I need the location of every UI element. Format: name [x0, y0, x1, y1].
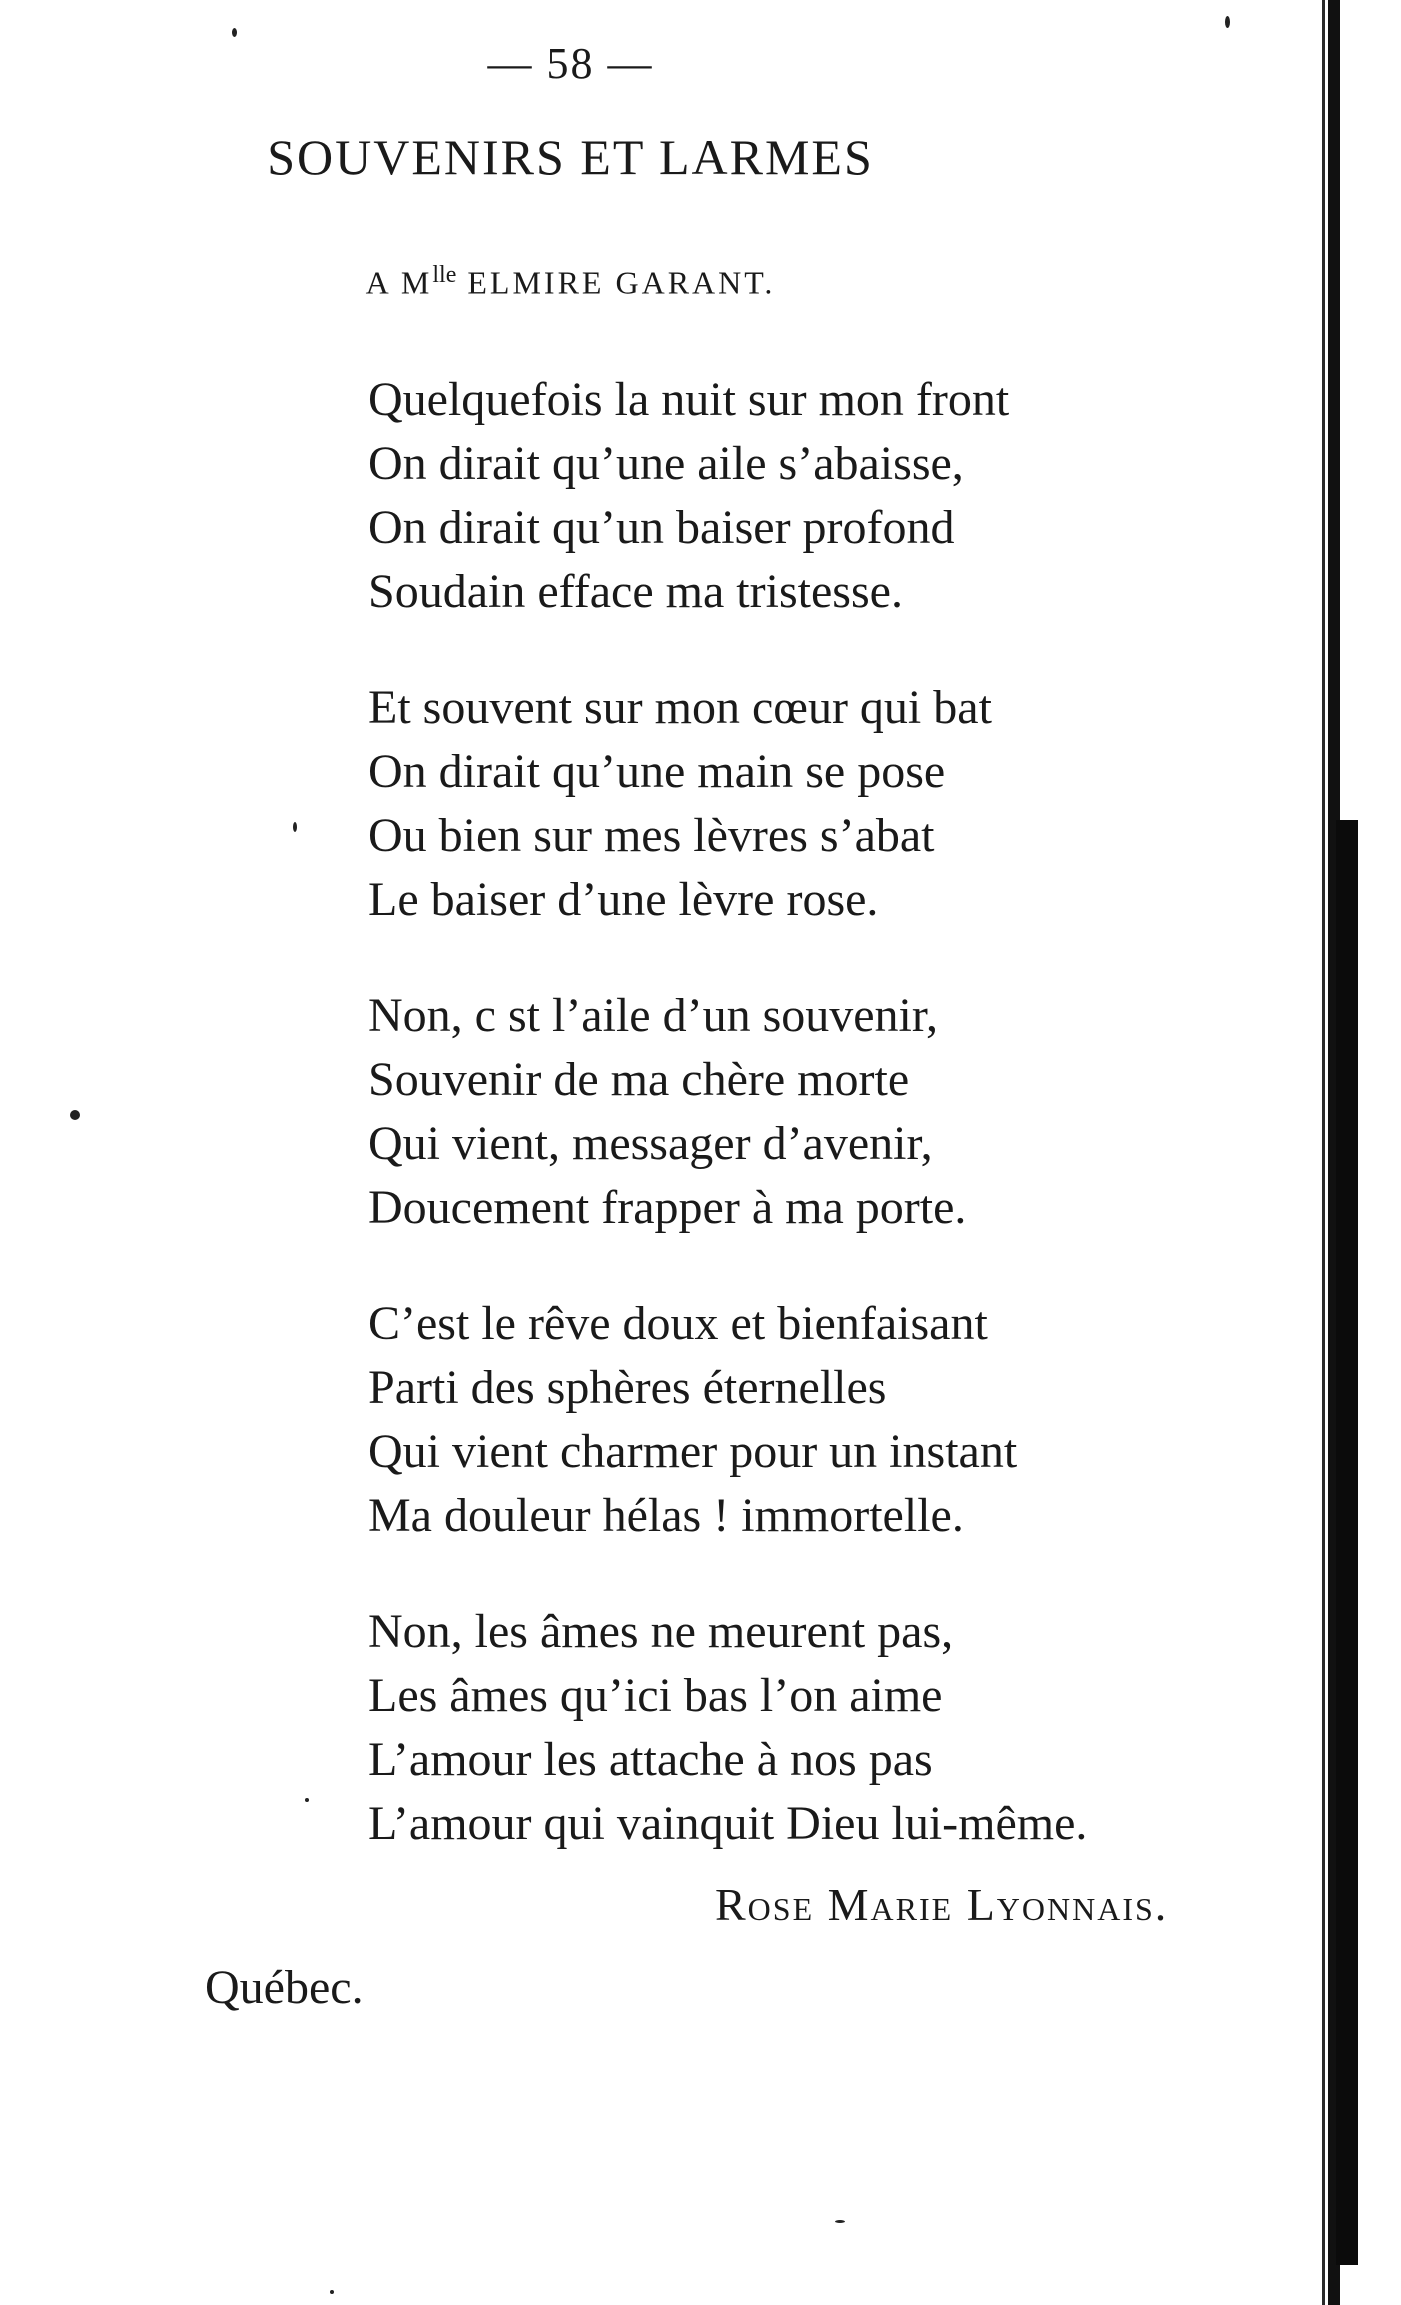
poem-line: Quelquefois la nuit sur mon front [368, 373, 1010, 426]
scan-speck [835, 2220, 845, 2223]
poem-line: On dirait qu’une main se pose [368, 745, 946, 798]
poem-title: SOUVENIRS ET LARMES [267, 129, 874, 185]
poem-line: Souvenir de ma chère morte [368, 1053, 910, 1106]
poem-line: Qui vient charmer pour un instant [368, 1425, 1018, 1478]
page-edge-line [1322, 0, 1325, 2305]
scan-speck [232, 28, 237, 37]
poem-line: Non, c st l’aile d’un souvenir, [368, 989, 938, 1042]
poem-line: On dirait qu’un baiser profond [368, 501, 955, 554]
scan-speck [1225, 16, 1230, 28]
dedication-name: ELMIRE GARANT. [456, 264, 776, 301]
poem-body [368, 368, 1268, 1908]
dedication-prefix: A M [365, 264, 433, 301]
poem-line: Qui vient, messager d’avenir, [368, 1117, 933, 1170]
scan-speck [70, 1110, 80, 1120]
scan-speck [293, 822, 297, 832]
poem-line: Doucement frapper à ma porte. [368, 1181, 967, 1234]
page-edge-shadow [1336, 820, 1358, 2265]
stanza-5 [368, 1600, 1268, 1856]
poem-line: Et souvent sur mon cœur qui bat [368, 681, 992, 734]
poem-line: C’est le rêve doux et bienfaisant [368, 1297, 988, 1350]
stanza-4 [368, 1292, 1268, 1548]
page-number: — 58 — [487, 39, 654, 88]
stanza-2 [368, 676, 1268, 932]
dedication-superscript: lle [432, 262, 457, 288]
poem-line: Les âmes qu’ici bas l’on aime [368, 1669, 943, 1722]
stanza-1 [368, 368, 1268, 624]
scan-speck [330, 2290, 334, 2294]
scan-speck [305, 1798, 309, 1802]
poem-line: Le baiser d’une lèvre rose. [368, 873, 879, 926]
author-signature: Rose Marie Lyonnais. [715, 1879, 1169, 1930]
dedication [0, 262, 1271, 302]
poem-line: On dirait qu’une aile s’abaisse, [368, 437, 964, 490]
poem-line: L’amour les attache à nos pas [368, 1733, 933, 1786]
poem-line: L’amour qui vainquit Dieu lui-même. [368, 1797, 1088, 1850]
stanza-3 [368, 984, 1268, 1240]
poem-line: Ou bien sur mes lèvres s’abat [368, 809, 935, 862]
poem-line: Ma douleur hélas ! immortelle. [368, 1489, 964, 1542]
poem-line: Parti des sphères éternelles [368, 1361, 887, 1414]
poem-line: Soudain efface ma tristesse. [368, 565, 903, 618]
place-name: Québec. [205, 1961, 364, 2014]
poem-line: Non, les âmes ne meurent pas, [368, 1605, 954, 1658]
